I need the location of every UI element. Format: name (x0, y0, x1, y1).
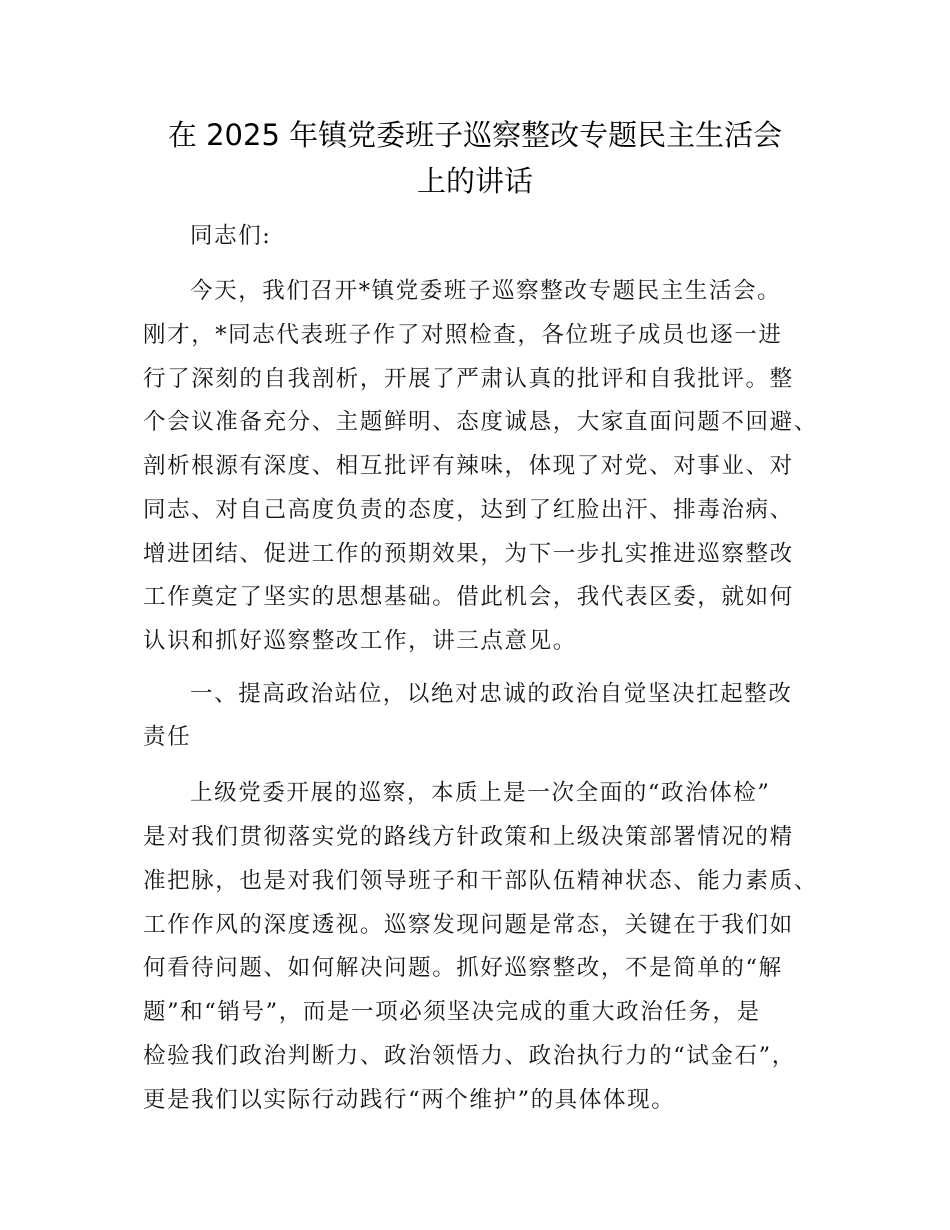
paragraph-line: 今天，我们召开*镇党委班子巡察整改专题民主生活会。 (190, 278, 782, 304)
paragraph-line: 工作奠定了坚实的思想基础。借此机会，我代表区委，就如何 (143, 584, 794, 610)
paragraph-line: 增进团结、促进工作的预期效果，为下一步扎实推进巡察整改 (143, 541, 794, 567)
document-title-line-2: 上的讲话 (416, 164, 533, 198)
paragraph-line: 刚才，*同志代表班子作了对照检查，各位班子成员也逐一进 (143, 322, 783, 348)
paragraph-line: 更是我们以实际行动践行“两个维护”的具体体现。 (143, 1087, 676, 1113)
paragraph-line: 认识和抓好巡察整改工作，讲三点意见。 (143, 628, 577, 654)
paragraph-line: 剖析根源有深度、相互批评有辣味，体现了对党、对事业、对 (143, 453, 794, 479)
document-title-line-1: 在 2025 年镇党委班子巡察整改专题民主生活会 (167, 118, 783, 152)
paragraph-line: 准把脉，也是对我们领导班子和干部队伍精神状态、能力素质、 (143, 868, 818, 894)
paragraph-line: 上级党委开展的巡察，本质上是一次全面的“政治体检” (190, 780, 771, 806)
paragraph-line: 工作作风的深度透视。巡察发现问题是常态，关键在于我们如 (143, 912, 794, 938)
paragraph-line: 行了深刻的自我剖析，开展了严肃认真的批评和自我批评。整 (143, 366, 794, 392)
paragraph-line: 检验我们政治判断力、政治领悟力、政治执行力的“试金石”， (143, 1043, 796, 1069)
paragraph-line: 同志、对自己高度负责的态度，达到了红脸出汗、排毒治病、 (143, 497, 794, 523)
paragraph-line: 题”和“销号”，而是一项必须坚决完成的重大政治任务，是 (143, 999, 761, 1025)
heading-line: 责任 (143, 724, 192, 750)
paragraph-line: 个会议准备充分、主题鲜明、态度诚恳，大家直面问题不回避、 (143, 409, 818, 435)
heading-line: 一、提高政治站位，以绝对忠诚的政治自觉坚决扛起整改 (190, 681, 793, 707)
paragraph-line: 是对我们贯彻落实党的路线方针政策和上级决策部署情况的精 (143, 824, 794, 850)
salutation: 同志们: (190, 223, 272, 249)
paragraph-line: 何看待问题、如何解决问题。抓好巡察整改，不是简单的“解 (143, 955, 783, 981)
